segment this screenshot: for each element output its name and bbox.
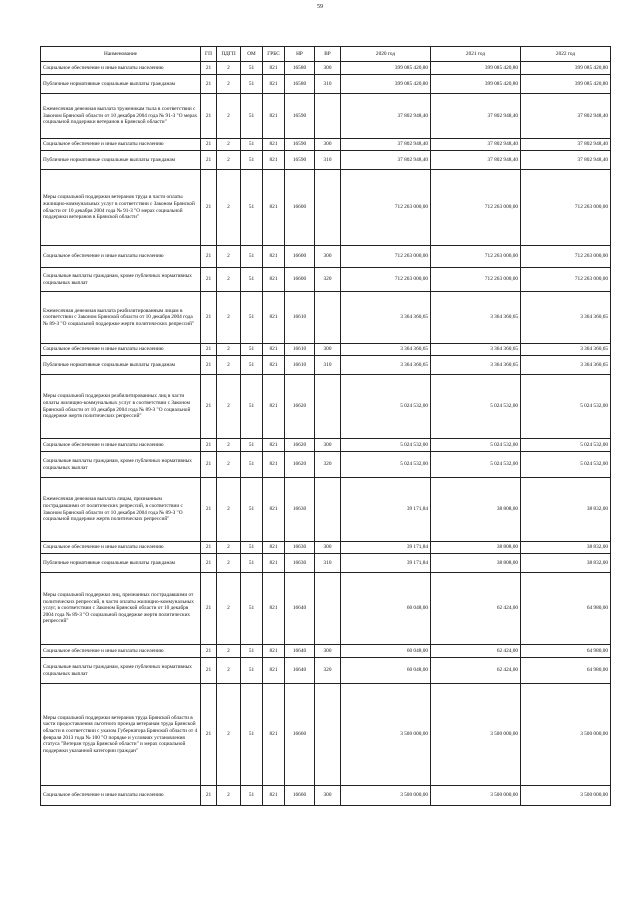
cell-2020: 712 263 000,00: [341, 170, 431, 246]
cell-pgp: 2: [217, 439, 241, 452]
cell-vr: 320: [315, 452, 341, 478]
cell-2020: 5 024 532,00: [341, 452, 431, 478]
cell-2022: 37 802 948,40: [521, 139, 611, 151]
cell-name: Меры социальной поддержки лиц, признанных пострадавшими от политических репрессий, в части оплаты жилищно-коммунальных услуг, в соответствии с Законом Брянской области от 10 декабря 2004 года № 89-З "О социальной поддержке жертв политических репрессий": [41, 573, 201, 645]
cell-gp: 21: [201, 554, 217, 573]
cell-2022: 37 802 948,40: [521, 94, 611, 139]
cell-vr: 310: [315, 554, 341, 573]
cell-2021: 3 364 360,65: [431, 292, 521, 344]
cell-grbs: 821: [263, 356, 285, 375]
cell-vr: [315, 170, 341, 246]
cell-2020: 39 171,84: [341, 542, 431, 554]
cell-2022: 5 024 532,00: [521, 452, 611, 478]
cell-vr: 300: [315, 344, 341, 356]
cell-gp: 21: [201, 375, 217, 439]
cell-nr: 16640: [285, 573, 315, 645]
cell-2021: 712 263 000,00: [431, 170, 521, 246]
table-row: [41, 356, 611, 375]
table-row: [41, 786, 611, 806]
cell-nr: 16590: [285, 139, 315, 151]
header-pgp: ПДГП: [217, 47, 241, 62]
cell-2021: 5 024 532,00: [431, 375, 521, 439]
cell-om: 51: [241, 170, 263, 246]
cell-pgp: 2: [217, 246, 241, 268]
cell-2020: 37 802 948,40: [341, 139, 431, 151]
cell-grbs: 821: [263, 375, 285, 439]
cell-nr: 16600: [285, 246, 315, 268]
cell-gp: 21: [201, 292, 217, 344]
cell-gp: 21: [201, 573, 217, 645]
header-gp: ГП: [201, 47, 217, 62]
cell-nr: 16660: [285, 786, 315, 806]
cell-name: Социальные выплаты гражданам, кроме публичных нормативных социальных выплат: [41, 452, 201, 478]
cell-nr: 16630: [285, 554, 315, 573]
cell-gp: 21: [201, 62, 217, 75]
cell-pgp: 2: [217, 573, 241, 645]
header-2021: 2021 год: [431, 47, 521, 62]
cell-nr: 16610: [285, 344, 315, 356]
cell-pgp: 2: [217, 94, 241, 139]
cell-nr: 16630: [285, 542, 315, 554]
table-row: [41, 684, 611, 786]
cell-2020: 399 085 420,80: [341, 62, 431, 75]
table-row: [41, 645, 611, 658]
cell-grbs: 821: [263, 75, 285, 94]
cell-nr: 16610: [285, 292, 315, 344]
cell-nr: 16610: [285, 356, 315, 375]
cell-om: 51: [241, 62, 263, 75]
cell-2020: 3 364 360,65: [341, 292, 431, 344]
table-row: [41, 344, 611, 356]
cell-2022: 399 085 420,80: [521, 75, 611, 94]
cell-2020: 3 364 360,65: [341, 356, 431, 375]
cell-name: Публичные нормативные социальные выплаты гражданам: [41, 75, 201, 94]
header-vr: ВР: [315, 47, 341, 62]
cell-nr: 16640: [285, 658, 315, 684]
cell-gp: 21: [201, 344, 217, 356]
cell-name: Социальное обеспечение и иные выплаты населению: [41, 62, 201, 75]
cell-pgp: 2: [217, 542, 241, 554]
header-grbs: ГРБС: [263, 47, 285, 62]
cell-nr: 16620: [285, 375, 315, 439]
table-row: [41, 439, 611, 452]
cell-name: Меры социальной поддержки реабилитированных лиц в части оплаты жилищно-коммунальных услуг в соответствии с Законом Брянской области от 10 декабря 2004 года № 89-З "О социальной поддержке жертв политических репрессий": [41, 375, 201, 439]
cell-2022: 3 364 360,65: [521, 344, 611, 356]
cell-om: 51: [241, 356, 263, 375]
cell-gp: 21: [201, 75, 217, 94]
cell-om: 51: [241, 344, 263, 356]
cell-2021: 62 424,00: [431, 573, 521, 645]
cell-2022: 3 500 000,00: [521, 684, 611, 786]
cell-vr: 300: [315, 139, 341, 151]
cell-2021: 38 808,00: [431, 478, 521, 542]
cell-name: Социальное обеспечение и иные выплаты населению: [41, 139, 201, 151]
cell-2020: 3 500 000,00: [341, 684, 431, 786]
cell-nr: 16600: [285, 170, 315, 246]
cell-2020: 712 263 000,00: [341, 246, 431, 268]
cell-pgp: 2: [217, 645, 241, 658]
table-header-row: [41, 47, 611, 62]
cell-nr: 16590: [285, 94, 315, 139]
cell-grbs: 821: [263, 246, 285, 268]
table-row: [41, 94, 611, 139]
cell-gp: 21: [201, 356, 217, 375]
header-2022: 2022 год: [521, 47, 611, 62]
cell-om: 51: [241, 542, 263, 554]
cell-pgp: 2: [217, 62, 241, 75]
cell-gp: 21: [201, 246, 217, 268]
cell-grbs: 821: [263, 573, 285, 645]
cell-2021: 3 500 000,00: [431, 684, 521, 786]
cell-2020: 37 802 948,40: [341, 151, 431, 170]
cell-2021: 38 808,00: [431, 554, 521, 573]
cell-2020: 60 048,00: [341, 645, 431, 658]
cell-2022: 3 364 360,65: [521, 292, 611, 344]
cell-name: Ежемесячная денежная выплата лицам, признанным пострадавшими от политических репрессий, в соответствии с Законом Брянской области от 10 декабря 2004 года № 89-З "О социальной поддержке жертв политических репрессий": [41, 478, 201, 542]
cell-2022: 38 832,00: [521, 542, 611, 554]
cell-2021: 5 024 532,00: [431, 452, 521, 478]
cell-2021: 37 802 948,40: [431, 94, 521, 139]
cell-om: 51: [241, 268, 263, 292]
cell-gp: 21: [201, 170, 217, 246]
cell-name: Меры социальной поддержки ветеранов труда Брянской области в части предоставления льготного проезда ветеранам труда Брянской области в соответствии с указом Губернатора Брянской области от 4 февраля 2013 года № 100 "О порядке и условиях установления статуса "Ветеран труда Брянской области" и мерах социальной поддержки указанной категории граждан": [41, 684, 201, 786]
cell-nr: 16630: [285, 478, 315, 542]
cell-2021: 37 802 948,40: [431, 151, 521, 170]
cell-gp: 21: [201, 542, 217, 554]
cell-2021: 3 364 360,65: [431, 344, 521, 356]
cell-name: Ежемесячная денежная выплата труженикам тыла в соответствии с Законом Брянской области от 10 декабря 2004 года № 91-З "О мерах социальной поддержки ветеранов в Брянской области": [41, 94, 201, 139]
cell-2020: 60 048,00: [341, 573, 431, 645]
cell-vr: [315, 292, 341, 344]
cell-vr: 300: [315, 62, 341, 75]
cell-2022: 3 500 000,00: [521, 786, 611, 806]
cell-om: 51: [241, 658, 263, 684]
table-row: [41, 170, 611, 246]
cell-om: 51: [241, 75, 263, 94]
cell-grbs: 821: [263, 344, 285, 356]
cell-name: Меры социальной поддержки ветеранов труда в части оплаты жилищно-коммунальных услуг в соответствии с Законом Брянской области от 10 декабря 2004 года № 91-З "О мерах социальной поддержки ветеранов в Брянской области": [41, 170, 201, 246]
cell-grbs: 821: [263, 554, 285, 573]
cell-2021: 62 424,00: [431, 645, 521, 658]
cell-nr: 16640: [285, 645, 315, 658]
cell-gp: 21: [201, 684, 217, 786]
cell-2020: 3 364 360,65: [341, 344, 431, 356]
cell-grbs: 821: [263, 292, 285, 344]
cell-grbs: 821: [263, 645, 285, 658]
cell-om: 51: [241, 439, 263, 452]
cell-name: Социальное обеспечение и иные выплаты населению: [41, 344, 201, 356]
table-body: [41, 62, 611, 806]
table-row: [41, 573, 611, 645]
cell-2022: 64 980,00: [521, 645, 611, 658]
cell-pgp: 2: [217, 268, 241, 292]
cell-pgp: 2: [217, 356, 241, 375]
cell-vr: 310: [315, 75, 341, 94]
cell-2020: 399 085 420,80: [341, 75, 431, 94]
cell-gp: 21: [201, 139, 217, 151]
cell-2021: 38 808,00: [431, 542, 521, 554]
cell-om: 51: [241, 478, 263, 542]
cell-2020: 5 024 532,00: [341, 375, 431, 439]
cell-2022: 37 802 948,40: [521, 151, 611, 170]
table-row: [41, 139, 611, 151]
cell-gp: 21: [201, 478, 217, 542]
cell-pgp: 2: [217, 344, 241, 356]
cell-2022: 64 980,00: [521, 658, 611, 684]
cell-vr: 300: [315, 542, 341, 554]
cell-vr: [315, 684, 341, 786]
cell-vr: [315, 573, 341, 645]
cell-grbs: 821: [263, 151, 285, 170]
cell-grbs: 821: [263, 268, 285, 292]
cell-om: 51: [241, 452, 263, 478]
cell-om: 51: [241, 645, 263, 658]
cell-nr: 16620: [285, 452, 315, 478]
cell-grbs: 821: [263, 62, 285, 75]
cell-pgp: 2: [217, 786, 241, 806]
table-row: [41, 375, 611, 439]
cell-2021: 5 024 532,00: [431, 439, 521, 452]
header-om: ОМ: [241, 47, 263, 62]
cell-2021: 399 085 420,80: [431, 62, 521, 75]
cell-pgp: 2: [217, 75, 241, 94]
cell-vr: 320: [315, 658, 341, 684]
cell-2021: 37 802 948,40: [431, 139, 521, 151]
cell-gp: 21: [201, 786, 217, 806]
cell-2021: 399 085 420,80: [431, 75, 521, 94]
cell-pgp: 2: [217, 658, 241, 684]
header-name: Наименование: [41, 47, 201, 62]
cell-om: 51: [241, 573, 263, 645]
table-row: [41, 268, 611, 292]
cell-2022: 38 832,00: [521, 554, 611, 573]
cell-pgp: 2: [217, 170, 241, 246]
cell-2020: 60 048,00: [341, 658, 431, 684]
cell-name: Публичные нормативные социальные выплаты гражданам: [41, 554, 201, 573]
cell-vr: 310: [315, 356, 341, 375]
cell-grbs: 821: [263, 139, 285, 151]
cell-om: 51: [241, 246, 263, 268]
cell-name: Социальное обеспечение и иные выплаты населению: [41, 439, 201, 452]
cell-vr: 310: [315, 151, 341, 170]
cell-2022: 3 364 360,65: [521, 356, 611, 375]
cell-2022: 712 263 000,00: [521, 268, 611, 292]
table-row: [41, 151, 611, 170]
cell-vr: 300: [315, 246, 341, 268]
cell-pgp: 2: [217, 139, 241, 151]
cell-nr: 16580: [285, 62, 315, 75]
cell-2021: 3 364 360,65: [431, 356, 521, 375]
budget-table: [40, 46, 611, 806]
cell-grbs: 821: [263, 658, 285, 684]
table-row: [41, 75, 611, 94]
cell-name: Социальные выплаты гражданам, кроме публичных нормативных социальных выплат: [41, 268, 201, 292]
cell-gp: 21: [201, 268, 217, 292]
cell-pgp: 2: [217, 151, 241, 170]
cell-vr: [315, 94, 341, 139]
cell-pgp: 2: [217, 292, 241, 344]
cell-2020: 3 500 000,00: [341, 786, 431, 806]
cell-2022: 399 085 420,80: [521, 62, 611, 75]
cell-grbs: 821: [263, 478, 285, 542]
cell-om: 51: [241, 292, 263, 344]
cell-2022: 64 980,00: [521, 573, 611, 645]
cell-vr: 320: [315, 268, 341, 292]
cell-2020: 39 171,84: [341, 478, 431, 542]
cell-om: 51: [241, 375, 263, 439]
cell-pgp: 2: [217, 478, 241, 542]
cell-2020: 39 171,84: [341, 554, 431, 573]
table-row: [41, 542, 611, 554]
cell-2021: 3 500 000,00: [431, 786, 521, 806]
cell-2021: 712 263 000,00: [431, 268, 521, 292]
cell-vr: 300: [315, 645, 341, 658]
table-row: [41, 452, 611, 478]
cell-2021: 712 263 000,00: [431, 246, 521, 268]
cell-nr: 16660: [285, 684, 315, 786]
header-nr: НР: [285, 47, 315, 62]
cell-om: 51: [241, 554, 263, 573]
cell-gp: 21: [201, 94, 217, 139]
cell-2020: 5 024 532,00: [341, 439, 431, 452]
cell-pgp: 2: [217, 452, 241, 478]
cell-pgp: 2: [217, 554, 241, 573]
cell-2022: 38 832,00: [521, 478, 611, 542]
cell-om: 51: [241, 94, 263, 139]
cell-om: 51: [241, 684, 263, 786]
table-row: [41, 246, 611, 268]
cell-name: Публичные нормативные социальные выплаты гражданам: [41, 356, 201, 375]
cell-pgp: 2: [217, 684, 241, 786]
cell-pgp: 2: [217, 375, 241, 439]
cell-gp: 21: [201, 658, 217, 684]
table-row: [41, 478, 611, 542]
cell-gp: 21: [201, 439, 217, 452]
header-2020: 2020 год: [341, 47, 431, 62]
cell-2022: 5 024 532,00: [521, 439, 611, 452]
cell-grbs: 821: [263, 684, 285, 786]
cell-gp: 21: [201, 645, 217, 658]
cell-2021: 62 424,00: [431, 658, 521, 684]
cell-grbs: 821: [263, 542, 285, 554]
cell-2022: 712 263 000,00: [521, 170, 611, 246]
cell-nr: 16590: [285, 151, 315, 170]
cell-om: 51: [241, 139, 263, 151]
cell-grbs: 821: [263, 452, 285, 478]
cell-name: Социальное обеспечение и иные выплаты населению: [41, 645, 201, 658]
cell-2022: 5 024 532,00: [521, 375, 611, 439]
cell-nr: 16620: [285, 439, 315, 452]
table-row: [41, 658, 611, 684]
cell-grbs: 821: [263, 439, 285, 452]
table-row: [41, 554, 611, 573]
cell-om: 51: [241, 151, 263, 170]
cell-nr: 16580: [285, 75, 315, 94]
cell-grbs: 821: [263, 94, 285, 139]
table-row: [41, 62, 611, 75]
cell-name: Социальное обеспечение и иные выплаты населению: [41, 542, 201, 554]
cell-name: Социальное обеспечение и иные выплаты населению: [41, 786, 201, 806]
table-row: [41, 292, 611, 344]
cell-name: Ежемесячная денежная выплата реабилитированным лицам в соответствии с Законом Брянской области от 10 декабря 2004 года № 89-З "О социальной поддержке жертв политических репрессий": [41, 292, 201, 344]
cell-grbs: 821: [263, 786, 285, 806]
cell-om: 51: [241, 786, 263, 806]
cell-vr: 300: [315, 786, 341, 806]
cell-name: Социальные выплаты гражданам, кроме публичных нормативных социальных выплат: [41, 658, 201, 684]
cell-gp: 21: [201, 151, 217, 170]
page-number: 59: [317, 4, 323, 10]
cell-nr: 16600: [285, 268, 315, 292]
cell-name: Социальное обеспечение и иные выплаты населению: [41, 246, 201, 268]
cell-2020: 37 802 948,40: [341, 94, 431, 139]
cell-name: Публичные нормативные социальные выплаты гражданам: [41, 151, 201, 170]
cell-2022: 712 263 000,00: [521, 246, 611, 268]
cell-vr: [315, 375, 341, 439]
cell-2020: 712 263 000,00: [341, 268, 431, 292]
cell-grbs: 821: [263, 170, 285, 246]
cell-vr: 300: [315, 439, 341, 452]
cell-vr: [315, 478, 341, 542]
cell-gp: 21: [201, 452, 217, 478]
